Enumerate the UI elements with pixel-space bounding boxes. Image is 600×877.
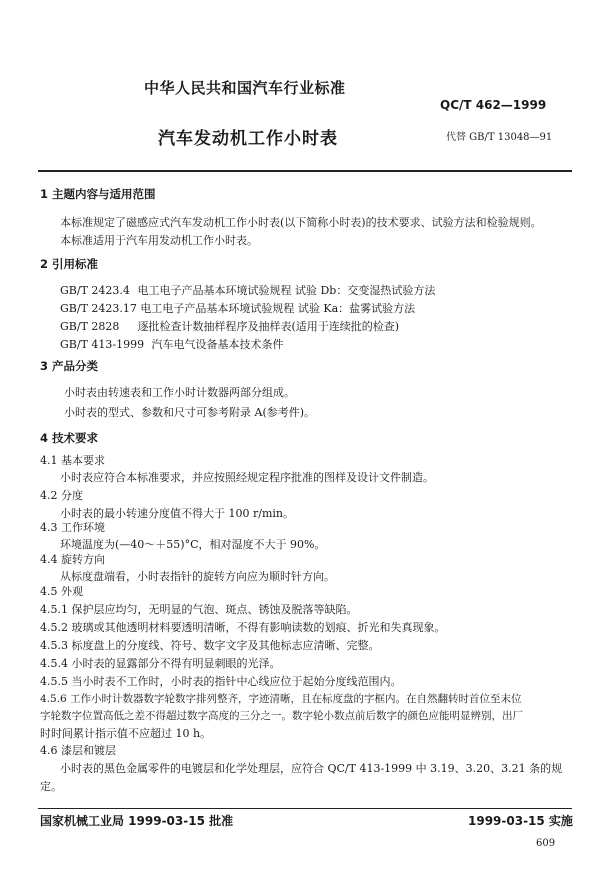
section-3-paragraph-2: 小时表的型式、参数和尺寸可参考附录 A(参考件)。 <box>64 406 316 419</box>
reference-title: 逐批检查计数抽样程序及抽样表(适用于连续批的检查) <box>137 320 400 333</box>
reference-item <box>60 300 415 316</box>
page-title: 汽车发动机工作小时表 <box>158 129 338 149</box>
reference-title: 汽车电气设备基本技术条件 <box>151 338 284 351</box>
clause-4-5-6-line-2: 字轮数字位置高低之差不得超过数字高度的三分之一。数字轮小数点前后数字的颜色应能明显辨别，出厂 <box>40 710 523 722</box>
clause-4-6-text-line-2: 定。 <box>40 780 62 793</box>
clause-4-3-heading: 4.3 工作环境 <box>40 521 105 534</box>
reference-item <box>60 318 399 334</box>
replaces-standard: 代替 GB/T 13048—91 <box>446 132 553 143</box>
clause-4-5-1: 4.5.1 保护层应均匀，无明显的气泡、斑点、锈蚀及脱落等缺陷。 <box>40 603 358 616</box>
section-1-paragraph-2: 本标准适用于汽车用发动机工作小时表。 <box>60 234 258 247</box>
reference-item <box>60 336 284 352</box>
clause-4-5-6-line-3: 时时间累计指示值不应超过 10 h。 <box>40 727 212 740</box>
clause-4-5-2: 4.5.2 玻璃或其他透明材料要透明清晰，不得有影响读数的划痕、折光和失真现象。 <box>40 621 446 634</box>
clause-4-1-text: 小时表应符合本标准要求，并应按照经规定程序批准的图样及设计文件制造。 <box>60 471 434 484</box>
clause-4-6-text-line-1: 小时表的黑色金属零件的电镀层和化学处理层，应符合 QC/T 413-1999 中 3.19、3.20、3.21 条的规 <box>60 762 563 775</box>
clause-4-6-heading: 4.6 漆层和镀层 <box>40 744 116 757</box>
issuing-authority: 中华人民共和国汽车行业标准 <box>144 79 346 97</box>
section-2-heading: 2 引用标准 <box>40 257 99 271</box>
clause-4-3-text: 环境温度为(—40～＋55)°C，相对湿度不大于 90%。 <box>60 538 326 551</box>
effective-date: 1999-03-15 实施 <box>468 814 573 828</box>
footer-divider <box>38 808 572 809</box>
clause-4-5-4: 4.5.4 小时表的显露部分不得有明显刺眼的光泽。 <box>40 657 281 670</box>
section-4-heading: 4 技术要求 <box>40 431 99 445</box>
clause-4-2-text: 小时表的最小转速分度值不得大于 100 r/min。 <box>60 507 294 520</box>
reference-title: 电工电子产品基本环境试验规程 试验 Ka：盐雾试验方法 <box>140 302 416 315</box>
section-1-paragraph-1: 本标准规定了磁感应式汽车发动机工作小时表(以下简称小时表)的技术要求、试验方法和检验规则。 <box>60 216 542 229</box>
section-3-heading: 3 产品分类 <box>40 359 99 373</box>
header-divider <box>38 170 572 172</box>
reference-title: 电工电子产品基本环境试验规程 试验 Db：交变湿热试验方法 <box>137 284 436 297</box>
clause-4-2-heading: 4.2 分度 <box>40 489 83 502</box>
reference-code: GB/T 2828 <box>60 320 120 333</box>
reference-code: GB/T 2423.17 <box>60 302 137 315</box>
clause-4-5-6-line-1: 4.5.6 工作小时计数器数字轮数字排列整齐，字迹清晰，且在标度盘的字框内。在自然翻转时首位至末位 <box>40 693 522 705</box>
section-3-paragraph-1: 小时表由转速表和工作小时计数器两部分组成。 <box>64 386 295 399</box>
page-number: 609 <box>536 838 556 849</box>
clause-4-4-heading: 4.4 旋转方向 <box>40 553 105 566</box>
reference-item <box>60 282 435 298</box>
reference-code: GB/T 2423.4 <box>60 284 130 297</box>
approval-note: 国家机械工业局 1999-03-15 批准 <box>40 814 234 828</box>
clause-4-5-3: 4.5.3 标度盘上的分度线、符号、数字文字及其他标志应清晰、完整。 <box>40 639 380 652</box>
reference-code: GB/T 413-1999 <box>60 338 145 351</box>
standard-code: QC/T 462—1999 <box>440 98 547 112</box>
clause-4-5-5: 4.5.5 当小时表不工作时，小时表的指针中心线应位于起始分度线范围内。 <box>40 675 402 688</box>
clause-4-1-heading: 4.1 基本要求 <box>40 454 105 467</box>
clause-4-4-text: 从标度盘端看，小时表指针的旋转方向应为顺时针方向。 <box>60 570 335 583</box>
clause-4-5-heading: 4.5 外观 <box>40 585 83 598</box>
section-1-heading: 1 主题内容与适用范围 <box>40 187 156 201</box>
